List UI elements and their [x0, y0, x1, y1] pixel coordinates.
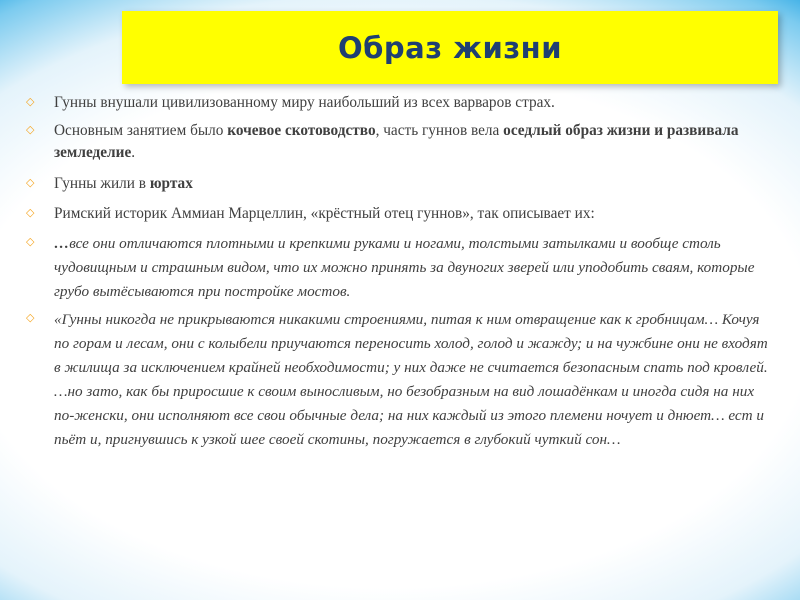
bold-text-run: оседлый образ жизни и развивала земледелие	[54, 122, 739, 161]
text-run: , часть гуннов вела	[375, 122, 504, 139]
text-run: Гунны жили в	[54, 175, 150, 192]
paragraph-yurts	[26, 173, 774, 195]
diamond-bullet-icon: ◇	[26, 176, 35, 189]
diamond-bullet-icon: ◇	[26, 206, 35, 219]
quote-lifestyle	[26, 308, 774, 452]
bold-text-run: кочевое скотоводство	[227, 122, 376, 139]
bold-text-run: юртах	[149, 175, 193, 192]
quote-text: все они отличаются плотными и крепкими руками и ногами, толстыми затылками и вообще столь чудовищным и страшным видом, что их можно принять за двуногих зверей или уподобить сваям, которые грубо вытёсываются при постройке мостов.	[54, 235, 755, 300]
text-run: .	[131, 144, 136, 161]
slide-content	[26, 92, 774, 452]
ellipsis-lead: …	[54, 235, 70, 252]
diamond-bullet-icon: ◇	[26, 95, 35, 108]
paragraph-fear	[26, 92, 774, 114]
quote-text: «Гунны никогда не прикрываются никакими строениями, питая к ним отвращение как к гробницам… Кочуя по горам и лесам, они с колыбели приучаются переносить холод, голод и жажду; и на чужбине они не входят в жилища за исключением крайней необходимости; у них даже не считается безопасным спать под кровлей. …но зато, как бы приросшие к своим выносливым, но безобразным на вид лошадёнкам и иногда сидя на них по-женски, они исполняют все свои обычные дела; на них каждый из этого племени ночует и днюет… ест и пьёт и, пригнувшись к узкой шее своей скотины, погружается в глубокий чуткий сон…	[54, 311, 768, 448]
paragraph-historian	[26, 203, 774, 225]
diamond-bullet-icon: ◇	[26, 235, 35, 248]
slide-title: Образ жизни	[337, 30, 563, 65]
paragraph-occupation	[26, 120, 774, 164]
diamond-bullet-icon: ◇	[26, 311, 35, 324]
paragraph-text: Гунны внушали цивилизованному миру наибольший из всех варваров страх.	[54, 94, 555, 111]
title-banner	[122, 11, 778, 84]
paragraph-text: Римский историк Аммиан Марцеллин, «крёстный отец гуннов», так описывает их:	[54, 205, 595, 222]
diamond-bullet-icon: ◇	[26, 123, 35, 136]
text-run: Основным занятием было	[54, 122, 228, 139]
quote-appearance	[26, 232, 774, 304]
